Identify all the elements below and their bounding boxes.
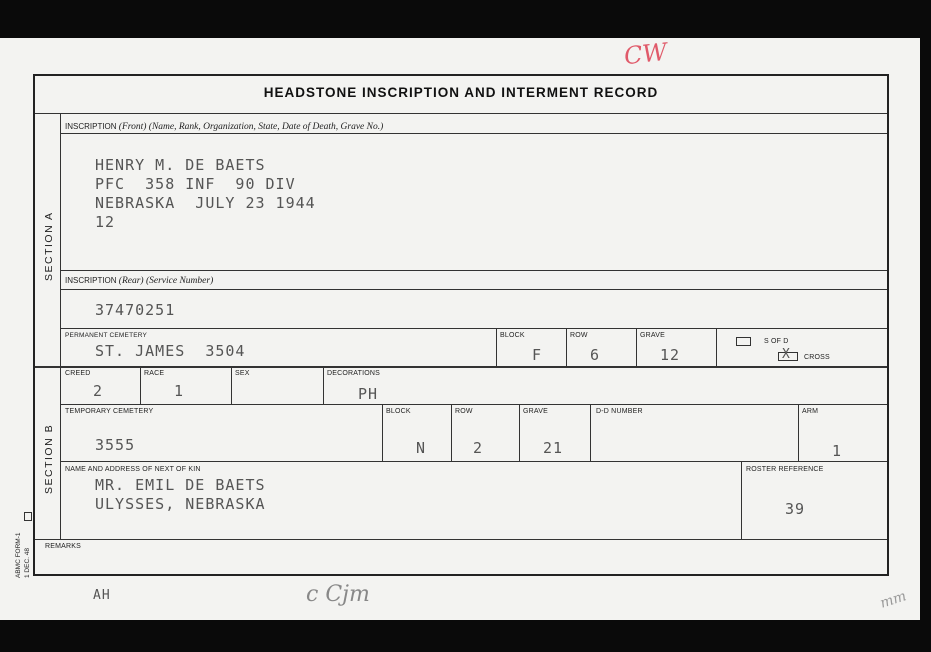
arm-label: ARM — [802, 408, 819, 415]
roster-reference: 39 — [785, 500, 806, 518]
next-of-kin-line-1: MR. EMIL DE BAETS — [95, 476, 266, 494]
dd-number-label: D-D NUMBER — [596, 408, 643, 415]
perm-grave: 12 — [660, 346, 681, 364]
arm: 1 — [832, 442, 843, 460]
form-checkbox — [24, 512, 32, 521]
inscription-front-line-3: NEBRASKA JULY 23 1944 — [95, 194, 316, 212]
remarks-label: REMARKS — [45, 543, 82, 550]
temp-block: N — [416, 439, 427, 457]
temp-block-label: BLOCK — [386, 408, 411, 415]
headstone-form — [33, 74, 889, 576]
inscription-front-label: INSCRIPTION (Front) (Name, Rank, Organization, State, Date of Death, Grave No.) — [65, 122, 384, 132]
inscription-front-line-2: PFC 358 INF 90 DIV — [95, 175, 296, 193]
footer-initials: AH — [93, 588, 111, 603]
temp-row-label: ROW — [455, 408, 473, 415]
footer-handwriting: c Cjm — [306, 582, 370, 607]
inscription-front-line-1: HENRY M. DE BAETS — [95, 156, 266, 174]
sex-label: SEX — [235, 370, 250, 377]
form-id: ABMC FORM-1 — [15, 532, 22, 578]
temp-grave: 21 — [543, 439, 564, 457]
corner-handwriting: mm — [878, 588, 909, 612]
decorations: PH — [358, 385, 379, 403]
inscription-front-line-4: 12 — [95, 213, 116, 231]
creed: 2 — [93, 382, 104, 400]
stamp-initials: CW — [622, 37, 669, 71]
race: 1 — [174, 382, 185, 400]
form-date: 1 DEC. 48 — [24, 548, 31, 578]
inscription-rear-label: INSCRIPTION (Rear) (Service Number) — [65, 276, 214, 286]
perm-block-label: BLOCK — [500, 332, 525, 339]
section-b-label: SECTION B — [43, 423, 55, 494]
temporary-cemetery-label: TEMPORARY CEMETERY — [65, 408, 154, 415]
form-title: HEADSTONE INSCRIPTION AND INTERMENT RECORD — [263, 85, 659, 100]
temp-row: 2 — [473, 439, 484, 457]
next-of-kin-label: NAME AND ADDRESS OF NEXT OF KIN — [65, 466, 201, 473]
race-label: RACE — [144, 370, 165, 377]
sofd-checkbox[interactable] — [736, 337, 751, 346]
temp-grave-label: GRAVE — [523, 408, 548, 415]
perm-row: 6 — [590, 346, 601, 364]
temporary-cemetery: 3555 — [95, 436, 136, 454]
creed-label: CREED — [65, 370, 91, 377]
next-of-kin-line-2: ULYSSES, NEBRASKA — [95, 495, 266, 513]
permanent-cemetery-label: PERMANENT CEMETERY — [65, 332, 148, 339]
permanent-cemetery: ST. JAMES 3504 — [95, 342, 246, 360]
perm-grave-label: GRAVE — [640, 332, 665, 339]
section-a-label: SECTION A — [43, 211, 55, 281]
service-number: 37470251 — [95, 301, 176, 319]
roster-reference-label: ROSTER REFERENCE — [746, 466, 824, 473]
cross-mark: X — [782, 347, 791, 362]
cross-label: CROSS — [804, 354, 830, 361]
decorations-label: DECORATIONS — [327, 370, 381, 377]
perm-block: F — [532, 346, 543, 364]
sofd-label: S OF D — [764, 338, 789, 345]
perm-row-label: ROW — [570, 332, 588, 339]
